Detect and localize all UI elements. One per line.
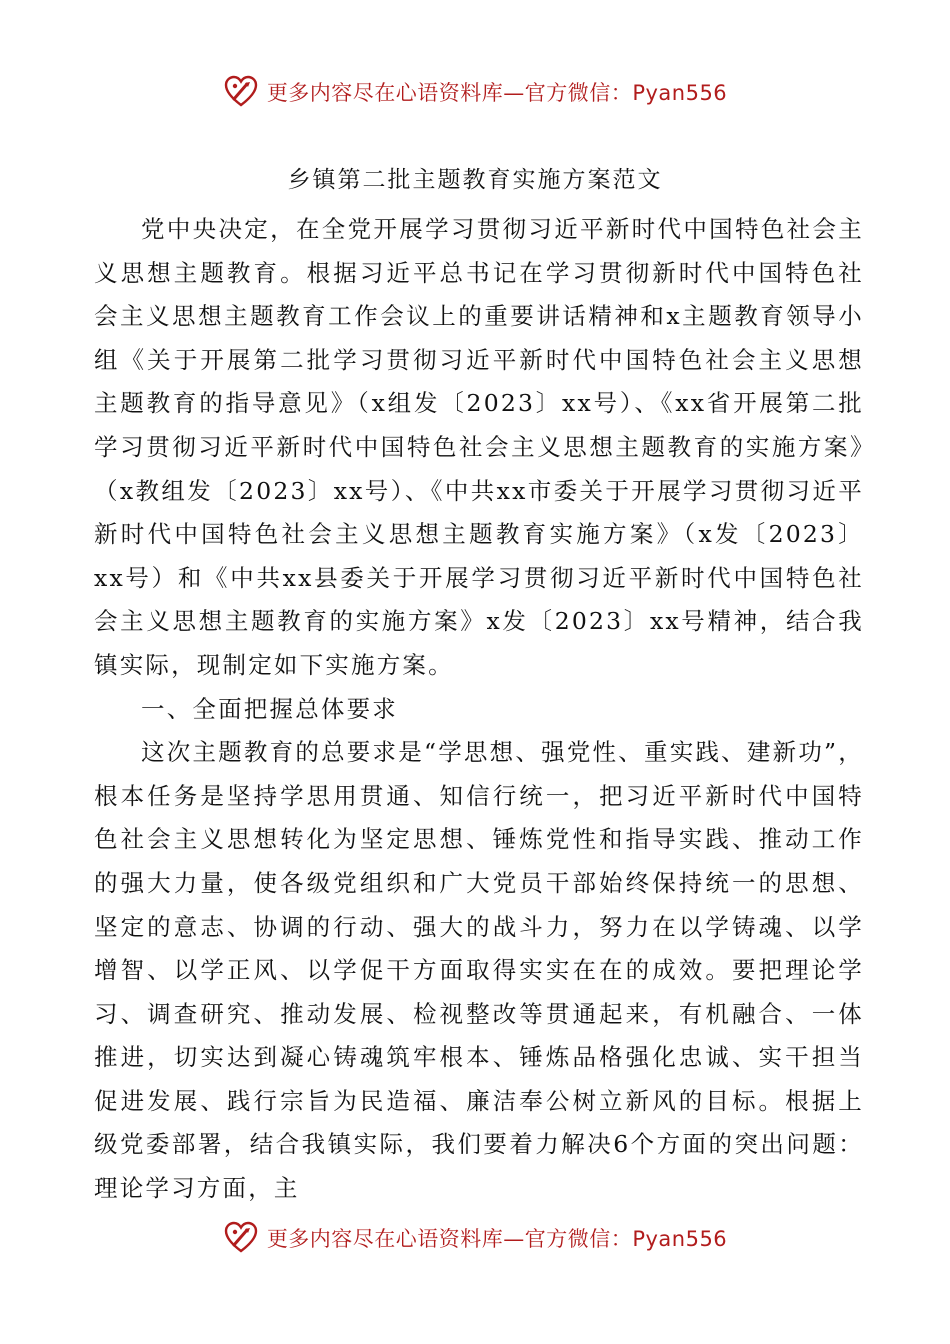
paragraph-intro: 党中央决定，在全党开展学习贯彻习近平新时代中国特色社会主义思想主题教育。根据习近平总书记在学习贯彻新时代中国特色社会主义思想主题教育工作会议上的重要讲话精神和x主题教育领导小组《关于开展第二批学习贯彻习近平新时代中国特色社会主义思想主题教育的指导意见》（x组发〔2023〕xx号）、《xx省开展第二批学习贯彻习近平新时代中国特色社会主义思想主题教育的实施方案》（x教组发〔2023〕xx号）、《中共xx市委关于开展学习贯彻习近平新时代中国特色社会主义思想主题教育实施方案》（x发〔2023〕xx号）和《中共xx县委关于开展学习贯彻习近平新时代中国特色社会主义思想主题教育的实施方案》x发〔2023〕xx号精神，结合我镇实际，现制定如下实施方案。 [94,215,864,679]
watermark-text: 更多内容尽在心语资料库—官方微信：Pyan556 [266,1227,728,1251]
heart-pen-logo-icon [223,1220,259,1256]
document-title: 乡镇第二批主题教育实施方案范文 [287,167,663,193]
paragraph-requirements: 这次主题教育的总要求是“学思想、强党性、重实践、建新功”，根本任务是坚持学思用贯通、知信行统一，把习近平新时代中国特色社会主义思想转化为坚定思想、锤炼党性和指导实践、推动工作的强大力量，使各级党组织和广大党员干部始终保持统一的思想、坚定的意志、协调的行动、强大的战斗力，努力在以学铸魂、以学增智、以学正风、以学促干方面取得实实在在的成效。要把理论学习、调查研究、推动发展、检视整改等贯通起来，有机融合、一体推进，切实达到凝心铸魂筑牢根本、锤炼品格强化忠诚、实干担当促进发展、践行宗旨为民造福、廉洁奉公树立新风的目标。根据上级党委部署，结合我镇实际，我们要着力解决6个方面的突出问题：理论学习方面，主 [94,738,864,1203]
heart-pen-logo-icon [223,74,259,110]
watermark-banner-bottom [0,1218,950,1258]
document-body [94,208,864,1211]
watermark-banner-top [0,72,950,112]
wechat-id: Pyan556 [632,1227,728,1251]
watermark-text: 更多内容尽在心语资料库—官方微信：Pyan556 [266,81,728,105]
wechat-id: Pyan556 [632,81,728,105]
section-heading: 一、全面把握总体要求 [141,694,398,723]
